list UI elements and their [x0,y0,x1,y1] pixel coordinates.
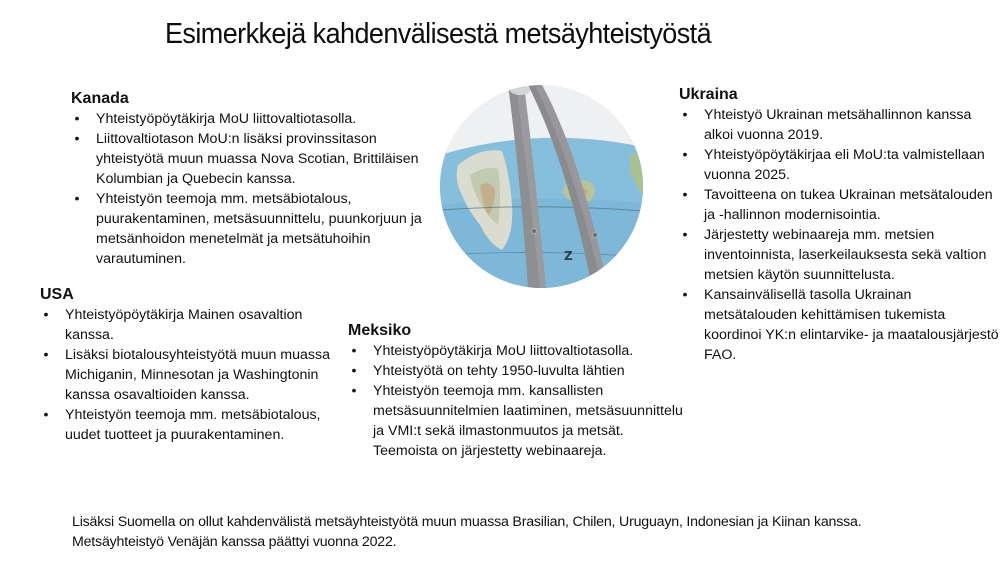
globe-image [440,85,643,288]
svg-text:Z: Z [564,249,573,263]
list-item: • Liittovaltiotason MoU:n lisäksi provinssitason yhteistyötä muun muassa Nova Scotian, Brittiläisen Kolumbian ja Quebecin kanssa. [71,129,431,189]
bullet-icon: • [682,287,688,303]
bullet-list [40,305,330,445]
section-kanada [71,89,431,269]
slide-title: Esimerkkejä kahdenvälisestä metsäyhteistyöstä [165,18,712,50]
list-item: • Tavoitteena on tukea Ukrainan metsätalouden ja -hallinnon modernisointia. [679,185,999,225]
section-usa [40,285,330,445]
globe-icon [440,85,643,288]
bullet-icon: • [351,363,357,379]
list-item: • Lisäksi biotalousyhteistyötä muun muassa Michiganin, Minnesotan ja Washingtonin kanssa osavaltioiden kanssa. [40,345,330,405]
bullet-icon: • [43,347,49,363]
bullet-icon: • [74,111,80,127]
list-item: • Yhteistyötä on tehty 1950-luvulta lähtien [348,361,688,381]
bullet-icon: • [74,191,80,207]
list-item: • Yhteistyöpöytäkirja MoU liittovaltiotasolla. [71,109,431,129]
section-heading: Meksiko [348,322,412,339]
list-item: • Yhteistyö Ukrainan metsähallinnon kanssa alkoi vuonna 2019. [679,105,999,145]
section-heading: Ukraina [679,86,738,103]
bullet-icon: • [682,187,688,203]
bullet-icon: • [351,383,357,399]
bullet-icon: • [43,407,49,423]
bullet-icon: • [43,307,49,323]
list-item: • Yhteistyön teemoja mm. metsäbiotalous, uudet tuotteet ja puurakentaminen. [40,405,330,445]
footer-line-2: Metsäyhteistyö Venäjän kanssa päättyi vuonna 2022. [72,534,397,550]
list-item: • Kansainvälisellä tasolla Ukrainan metsätalouden kehittämisen tukemista koordinoi YK:n elintarvike- ja maatalousjärjestö FAO. [679,285,999,365]
section-heading: USA [40,286,74,303]
list-item: • Järjestetty webinaareja mm. metsien inventoinnista, laserkeilauksesta sekä valtion metsien käytön suunnittelusta. [679,225,999,285]
footer-line-1: Lisäksi Suomella on ollut kahdenvälistä metsäyhteistyötä muun muassa Brasilian, Chilen, Uruguayn, Indonesian ja Kiinan kanssa. [72,514,862,530]
bullet-list [679,105,999,365]
bullet-icon: • [74,131,80,147]
bullet-list [348,341,688,461]
list-item: • Yhteistyöpöytäkirja Mainen osavaltion kanssa. [40,305,330,345]
bullet-icon: • [682,107,688,123]
footer-note [72,512,1000,552]
list-item: • Yhteistyöpöytäkirja MoU liittovaltiotasolla. [348,341,688,361]
section-ukraina [679,85,999,365]
section-meksiko [348,321,688,461]
list-item: • Yhteistyöpöytäkirjaa eli MoU:ta valmistellaan vuonna 2025. [679,145,999,185]
bullet-list [71,109,431,269]
bullet-icon: • [682,147,688,163]
list-item: • Yhteistyön teemoja mm. metsäbiotalous, puurakentaminen, metsäsuunnittelu, puunkorjuun ja metsänhoidon menetelmät ja metsätuhoihin varautuminen. [71,189,431,269]
section-heading: Kanada [71,90,129,107]
bullet-icon: • [682,227,688,243]
list-item: • Yhteistyön teemoja mm. kansallisten metsäsuunnitelmien laatiminen, metsäsuunnittelu ja VMI:t sekä ilmastonmuutos ja metsät. Teemoista on järjestetty webinaareja. [348,381,688,461]
bullet-icon: • [351,343,357,359]
